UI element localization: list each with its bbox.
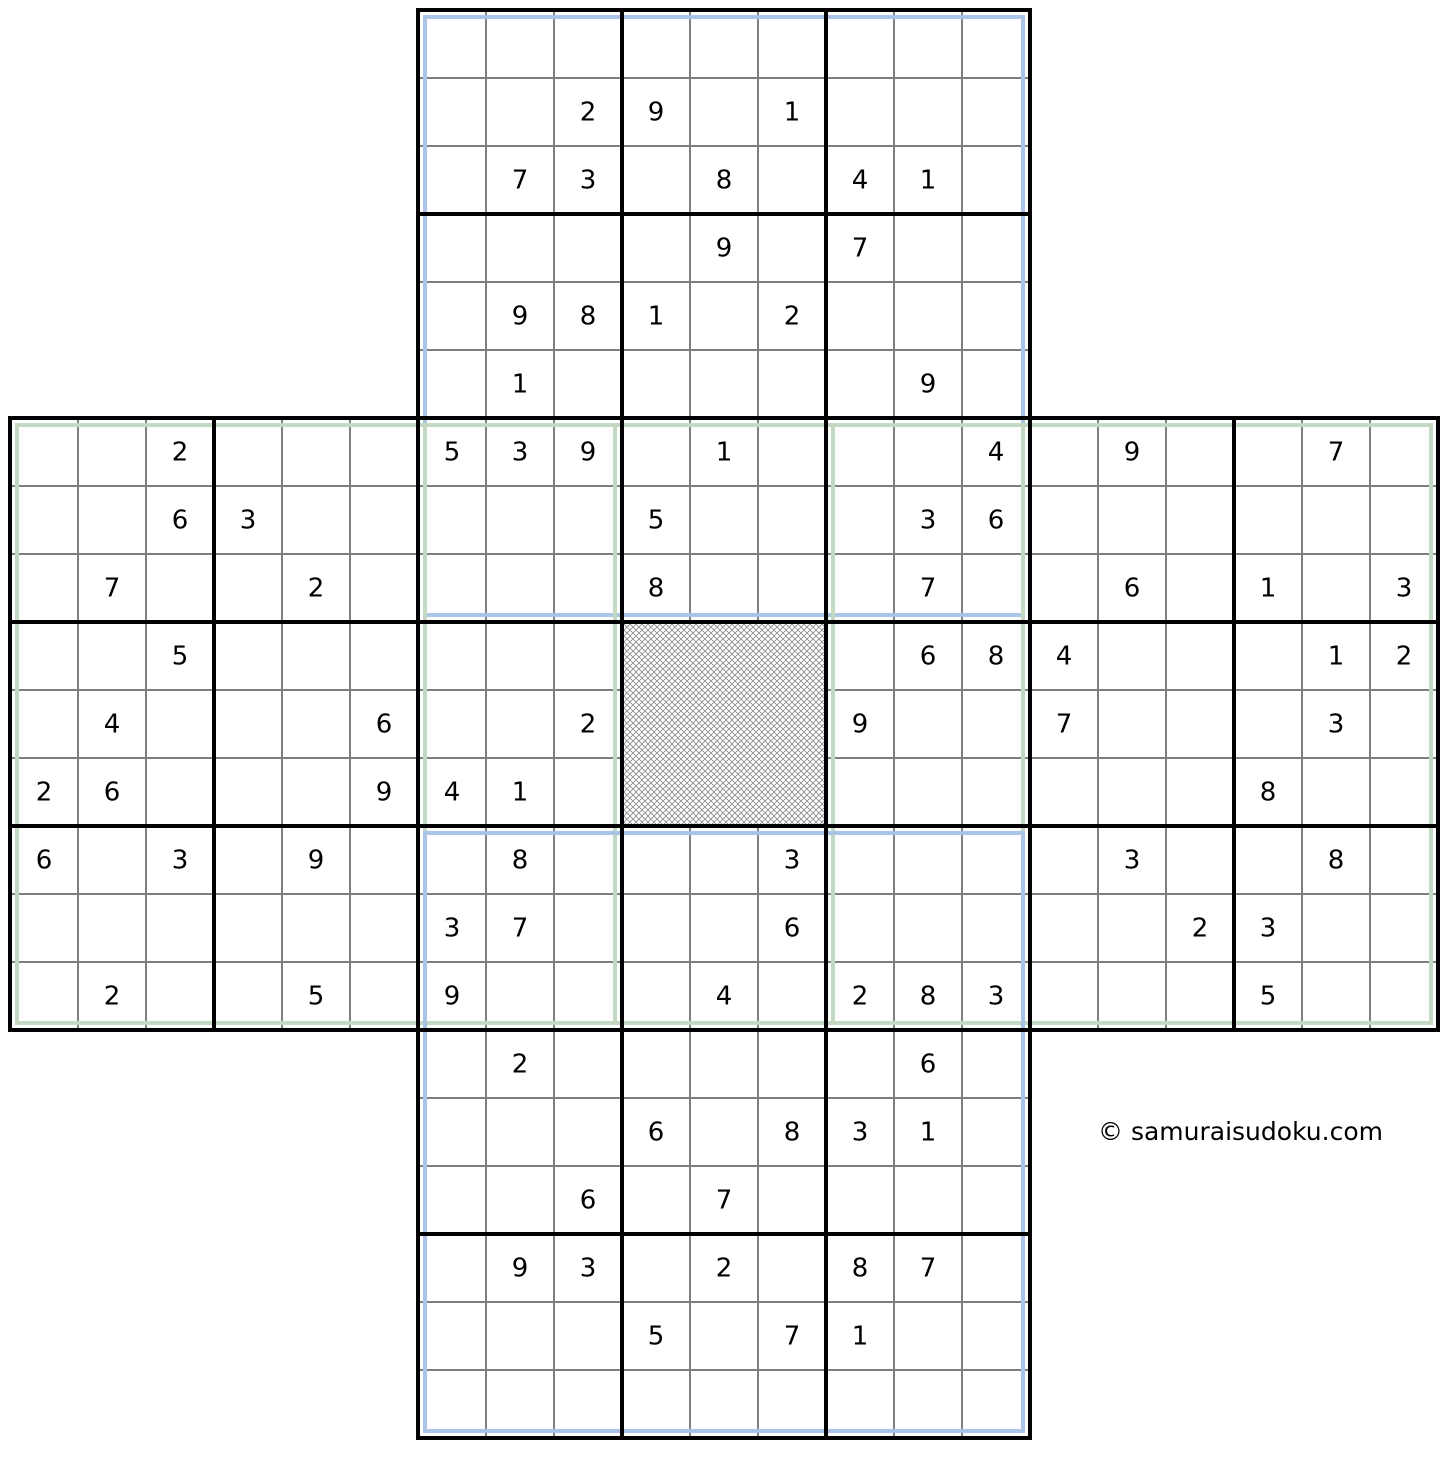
sudoku-cell — [690, 894, 758, 962]
sudoku-cell — [282, 418, 350, 486]
given-digit: 3 — [1327, 709, 1345, 740]
given-digit: 1 — [919, 165, 937, 196]
sudoku-cell — [826, 78, 894, 146]
sudoku-cell — [418, 282, 486, 350]
sudoku-cell — [146, 758, 214, 826]
sudoku-cell — [1234, 826, 1302, 894]
sudoku-cell — [146, 690, 214, 758]
sudoku-cell — [826, 418, 894, 486]
sudoku-cell — [962, 10, 1030, 78]
sudoku-cell — [826, 1370, 894, 1438]
given-digit: 8 — [919, 981, 937, 1012]
given-digit: 2 — [579, 709, 597, 740]
given-digit: 8 — [511, 845, 529, 876]
sudoku-cell — [10, 690, 78, 758]
sudoku-cell — [10, 622, 78, 690]
given-digit: 2 — [511, 1049, 529, 1080]
sudoku-cell — [826, 282, 894, 350]
sudoku-cell — [282, 486, 350, 554]
given-digit: 9 — [851, 709, 869, 740]
given-digit: 3 — [171, 845, 189, 876]
given-digit: 2 — [307, 573, 325, 604]
sudoku-cell — [10, 418, 78, 486]
given-digit: 3 — [851, 1117, 869, 1148]
given-digit: 9 — [375, 777, 393, 808]
given-digit: 8 — [783, 1117, 801, 1148]
sudoku-cell — [894, 78, 962, 146]
sudoku-cell — [826, 622, 894, 690]
sudoku-cell — [486, 78, 554, 146]
sudoku-cell — [418, 214, 486, 282]
sudoku-cell — [1234, 418, 1302, 486]
sudoku-cell — [10, 486, 78, 554]
sudoku-cell — [554, 554, 622, 622]
given-digit: 2 — [103, 981, 121, 1012]
sudoku-cell — [962, 282, 1030, 350]
sudoku-cell — [1030, 962, 1098, 1030]
given-digit: 5 — [647, 505, 665, 536]
sudoku-cell — [10, 554, 78, 622]
given-digit: 4 — [443, 777, 461, 808]
sudoku-cell — [486, 10, 554, 78]
sudoku-cell — [554, 1098, 622, 1166]
given-digit: 1 — [1259, 573, 1277, 604]
copyright-text: © samuraisudoku.com — [1098, 1117, 1383, 1146]
given-digit: 3 — [579, 1253, 597, 1284]
given-digit: 7 — [103, 573, 121, 604]
sudoku-cell — [214, 690, 282, 758]
sudoku-cell — [214, 758, 282, 826]
sudoku-cell — [418, 826, 486, 894]
sudoku-cell — [486, 690, 554, 758]
sudoku-cell — [894, 1166, 962, 1234]
sudoku-cell — [962, 554, 1030, 622]
sudoku-cell — [214, 962, 282, 1030]
sudoku-cell — [758, 350, 826, 418]
sudoku-cell — [1166, 826, 1234, 894]
sudoku-cell — [962, 350, 1030, 418]
given-digit: 6 — [987, 505, 1005, 536]
sudoku-cell — [350, 554, 418, 622]
sudoku-cell — [622, 214, 690, 282]
sudoku-cell — [622, 418, 690, 486]
given-digit: 2 — [715, 1253, 733, 1284]
sudoku-cell — [486, 622, 554, 690]
sudoku-cell — [486, 962, 554, 1030]
sudoku-cell — [554, 214, 622, 282]
sudoku-cell — [1030, 758, 1098, 826]
given-digit: 6 — [1123, 573, 1141, 604]
sudoku-cell — [418, 10, 486, 78]
sudoku-cell — [622, 1234, 690, 1302]
sudoku-cell — [826, 826, 894, 894]
sudoku-cell — [894, 10, 962, 78]
given-digit: 9 — [511, 1253, 529, 1284]
sudoku-cell — [1098, 758, 1166, 826]
sudoku-cell — [690, 1302, 758, 1370]
given-digit: 7 — [511, 913, 529, 944]
sudoku-cell — [758, 10, 826, 78]
sudoku-cell — [1234, 486, 1302, 554]
given-digit: 3 — [987, 981, 1005, 1012]
given-digit: 4 — [715, 981, 733, 1012]
given-digit: 6 — [919, 641, 937, 672]
given-digit: 2 — [1191, 913, 1209, 944]
given-digit: 7 — [919, 573, 937, 604]
given-digit: 2 — [579, 97, 597, 128]
sudoku-cell — [758, 554, 826, 622]
given-digit: 9 — [715, 233, 733, 264]
given-digit: 1 — [511, 369, 529, 400]
sudoku-cell — [1302, 894, 1370, 962]
sudoku-cell — [1166, 962, 1234, 1030]
given-digit: 1 — [783, 97, 801, 128]
sudoku-cell — [554, 962, 622, 1030]
given-digit: 5 — [647, 1321, 665, 1352]
given-digit: 7 — [919, 1253, 937, 1284]
sudoku-cell — [554, 622, 622, 690]
sudoku-cell — [214, 826, 282, 894]
sudoku-cell — [1370, 894, 1438, 962]
sudoku-cell — [78, 622, 146, 690]
given-digit: 9 — [579, 437, 597, 468]
sudoku-cell — [1030, 554, 1098, 622]
sudoku-cell — [554, 350, 622, 418]
sudoku-cell — [486, 1166, 554, 1234]
sudoku-cell — [486, 1370, 554, 1438]
sudoku-cell — [486, 1302, 554, 1370]
sudoku-cell — [1370, 486, 1438, 554]
sudoku-cell — [146, 962, 214, 1030]
given-digit: 8 — [1259, 777, 1277, 808]
sudoku-cell — [1370, 826, 1438, 894]
sudoku-cell — [622, 962, 690, 1030]
given-digit: 3 — [511, 437, 529, 468]
center-hatch-fill — [622, 622, 826, 826]
sudoku-cell — [1030, 486, 1098, 554]
sudoku-cell — [1166, 758, 1234, 826]
sudoku-cell — [1098, 894, 1166, 962]
sudoku-cell — [622, 894, 690, 962]
sudoku-cell — [894, 758, 962, 826]
sudoku-cell — [962, 214, 1030, 282]
given-digit: 3 — [1259, 913, 1277, 944]
sudoku-cell — [78, 486, 146, 554]
sudoku-cell — [758, 1030, 826, 1098]
sudoku-cell — [758, 214, 826, 282]
given-digit: 3 — [1395, 573, 1413, 604]
sudoku-cell — [962, 826, 1030, 894]
sudoku-cell — [690, 282, 758, 350]
sudoku-cell — [1370, 690, 1438, 758]
sudoku-cell — [758, 1166, 826, 1234]
sudoku-cell — [894, 1370, 962, 1438]
given-digit: 3 — [919, 505, 937, 536]
sudoku-cell — [826, 554, 894, 622]
sudoku-cell — [894, 690, 962, 758]
sudoku-cell — [826, 350, 894, 418]
sudoku-cell — [1098, 622, 1166, 690]
sudoku-cell — [622, 1370, 690, 1438]
given-digit: 4 — [103, 709, 121, 740]
given-digit: 7 — [715, 1185, 733, 1216]
sudoku-cell — [962, 690, 1030, 758]
given-digit: 5 — [307, 981, 325, 1012]
sudoku-cell — [350, 826, 418, 894]
sudoku-cell — [350, 894, 418, 962]
given-digit: 8 — [647, 573, 665, 604]
given-digit: 1 — [647, 301, 665, 332]
sudoku-cell — [214, 622, 282, 690]
sudoku-cell — [826, 486, 894, 554]
sudoku-cell — [1302, 962, 1370, 1030]
given-digit: 6 — [647, 1117, 665, 1148]
given-digit: 3 — [783, 845, 801, 876]
given-digit: 4 — [851, 165, 869, 196]
sudoku-cell — [214, 554, 282, 622]
sudoku-cell — [282, 894, 350, 962]
sudoku-cell — [1166, 418, 1234, 486]
given-digit: 6 — [579, 1185, 597, 1216]
sudoku-cell — [10, 962, 78, 1030]
sudoku-cell — [826, 1166, 894, 1234]
given-digit: 2 — [35, 777, 53, 808]
sudoku-cell — [418, 1234, 486, 1302]
given-digit: 5 — [443, 437, 461, 468]
sudoku-cell — [962, 1166, 1030, 1234]
given-digit: 6 — [919, 1049, 937, 1080]
sudoku-cell — [690, 350, 758, 418]
sudoku-cell — [418, 554, 486, 622]
sudoku-cell — [690, 486, 758, 554]
sudoku-cell — [1098, 690, 1166, 758]
sudoku-cell — [350, 622, 418, 690]
given-digit: 2 — [783, 301, 801, 332]
sudoku-cell — [690, 1030, 758, 1098]
sudoku-cell — [1030, 826, 1098, 894]
sudoku-cell — [1166, 622, 1234, 690]
sudoku-cell — [962, 1302, 1030, 1370]
sudoku-cell — [690, 1098, 758, 1166]
given-digit: 8 — [1327, 845, 1345, 876]
sudoku-cell — [622, 350, 690, 418]
given-digit: 4 — [1055, 641, 1073, 672]
sudoku-cell — [554, 1302, 622, 1370]
given-digit: 9 — [443, 981, 461, 1012]
given-digit: 8 — [715, 165, 733, 196]
sudoku-cell — [554, 826, 622, 894]
sudoku-cell — [1234, 690, 1302, 758]
given-digit: 4 — [987, 437, 1005, 468]
sudoku-cell — [418, 1370, 486, 1438]
sudoku-cell — [962, 146, 1030, 214]
sudoku-cell — [962, 1030, 1030, 1098]
given-digit: 1 — [919, 1117, 937, 1148]
given-digit: 9 — [919, 369, 937, 400]
sudoku-cell — [758, 486, 826, 554]
sudoku-cell — [894, 214, 962, 282]
sudoku-cell — [826, 894, 894, 962]
sudoku-cell — [418, 146, 486, 214]
given-digit: 9 — [511, 301, 529, 332]
sudoku-cell — [690, 554, 758, 622]
sudoku-cell — [418, 1098, 486, 1166]
given-digit: 6 — [35, 845, 53, 876]
sudoku-cell — [78, 894, 146, 962]
given-digit: 2 — [171, 437, 189, 468]
given-digit: 7 — [1327, 437, 1345, 468]
given-digit: 6 — [103, 777, 121, 808]
given-digit: 1 — [715, 437, 733, 468]
given-digit: 3 — [443, 913, 461, 944]
sudoku-cell — [486, 1098, 554, 1166]
sudoku-cell — [418, 486, 486, 554]
sudoku-cell — [1302, 554, 1370, 622]
given-digit: 6 — [171, 505, 189, 536]
sudoku-cell — [622, 826, 690, 894]
sudoku-cell — [826, 1030, 894, 1098]
sudoku-cell — [690, 78, 758, 146]
given-digit: 8 — [579, 301, 597, 332]
sudoku-cell — [214, 894, 282, 962]
sudoku-cell — [1166, 690, 1234, 758]
sudoku-cell — [146, 554, 214, 622]
sudoku-cell — [486, 486, 554, 554]
sudoku-cell — [418, 78, 486, 146]
sudoku-cell — [894, 826, 962, 894]
sudoku-cell — [1098, 486, 1166, 554]
given-digit: 2 — [851, 981, 869, 1012]
sudoku-cell — [1370, 962, 1438, 1030]
center-blocked-box — [622, 622, 826, 826]
sudoku-cell — [1030, 894, 1098, 962]
sudoku-cell — [282, 622, 350, 690]
sudoku-cell — [486, 214, 554, 282]
given-digit: 3 — [1123, 845, 1141, 876]
sudoku-cell — [826, 758, 894, 826]
given-digit: 1 — [1327, 641, 1345, 672]
sudoku-cell — [690, 10, 758, 78]
sudoku-cell — [1302, 486, 1370, 554]
sudoku-cell — [486, 554, 554, 622]
given-digit: 1 — [851, 1321, 869, 1352]
sudoku-cell — [1302, 758, 1370, 826]
sudoku-cell — [758, 1234, 826, 1302]
given-digit: 7 — [1055, 709, 1073, 740]
given-digit: 7 — [783, 1321, 801, 1352]
sudoku-cell — [758, 962, 826, 1030]
sudoku-cell — [1234, 622, 1302, 690]
sudoku-cell — [214, 418, 282, 486]
sudoku-cell — [554, 894, 622, 962]
sudoku-cell — [962, 758, 1030, 826]
sudoku-cell — [554, 10, 622, 78]
given-digit: 6 — [783, 913, 801, 944]
sudoku-cell — [282, 758, 350, 826]
sudoku-cell — [962, 1234, 1030, 1302]
sudoku-cell — [622, 1030, 690, 1098]
sudoku-cell — [418, 622, 486, 690]
sudoku-cell — [350, 962, 418, 1030]
given-digit: 1 — [511, 777, 529, 808]
sudoku-cell — [146, 894, 214, 962]
sudoku-cell — [418, 690, 486, 758]
sudoku-cell — [418, 350, 486, 418]
sudoku-cell — [894, 1302, 962, 1370]
sudoku-cell — [554, 486, 622, 554]
sudoku-cell — [758, 146, 826, 214]
sudoku-cell — [894, 894, 962, 962]
sudoku-cell — [962, 78, 1030, 146]
given-digit: 9 — [647, 97, 665, 128]
given-digit: 9 — [307, 845, 325, 876]
sudoku-cell — [1030, 418, 1098, 486]
given-digit: 7 — [511, 165, 529, 196]
given-digit: 2 — [1395, 641, 1413, 672]
sudoku-cell — [758, 418, 826, 486]
sudoku-cell — [962, 1098, 1030, 1166]
sudoku-cell — [350, 486, 418, 554]
sudoku-cell — [622, 1166, 690, 1234]
given-digit: 8 — [987, 641, 1005, 672]
sudoku-cell — [78, 418, 146, 486]
sudoku-cell — [418, 1302, 486, 1370]
sudoku-cell — [622, 10, 690, 78]
sudoku-cell — [1166, 554, 1234, 622]
sudoku-cell — [78, 826, 146, 894]
given-digit: 6 — [375, 709, 393, 740]
sudoku-cell — [1370, 758, 1438, 826]
sudoku-cell — [1098, 962, 1166, 1030]
given-digit: 5 — [171, 641, 189, 672]
sudoku-cell — [282, 690, 350, 758]
sudoku-cell — [350, 418, 418, 486]
sudoku-cell — [690, 1370, 758, 1438]
given-digit: 7 — [851, 233, 869, 264]
given-digit: 3 — [579, 165, 597, 196]
sudoku-cell — [894, 282, 962, 350]
given-digit: 3 — [239, 505, 257, 536]
sudoku-cell — [1370, 418, 1438, 486]
given-digit: 5 — [1259, 981, 1277, 1012]
sudoku-cell — [554, 758, 622, 826]
sudoku-cell — [10, 894, 78, 962]
sudoku-cell — [418, 1166, 486, 1234]
sudoku-cell — [758, 1370, 826, 1438]
sudoku-cell — [690, 826, 758, 894]
given-digit: 8 — [851, 1253, 869, 1284]
sudoku-cell — [826, 10, 894, 78]
sudoku-cell — [418, 1030, 486, 1098]
sudoku-cell — [894, 418, 962, 486]
sudoku-cell — [962, 894, 1030, 962]
sudoku-cell — [1166, 486, 1234, 554]
sudoku-cell — [554, 1030, 622, 1098]
sudoku-cell — [554, 1370, 622, 1438]
sudoku-cell — [962, 1370, 1030, 1438]
sudoku-cell — [622, 146, 690, 214]
given-digit: 9 — [1123, 437, 1141, 468]
